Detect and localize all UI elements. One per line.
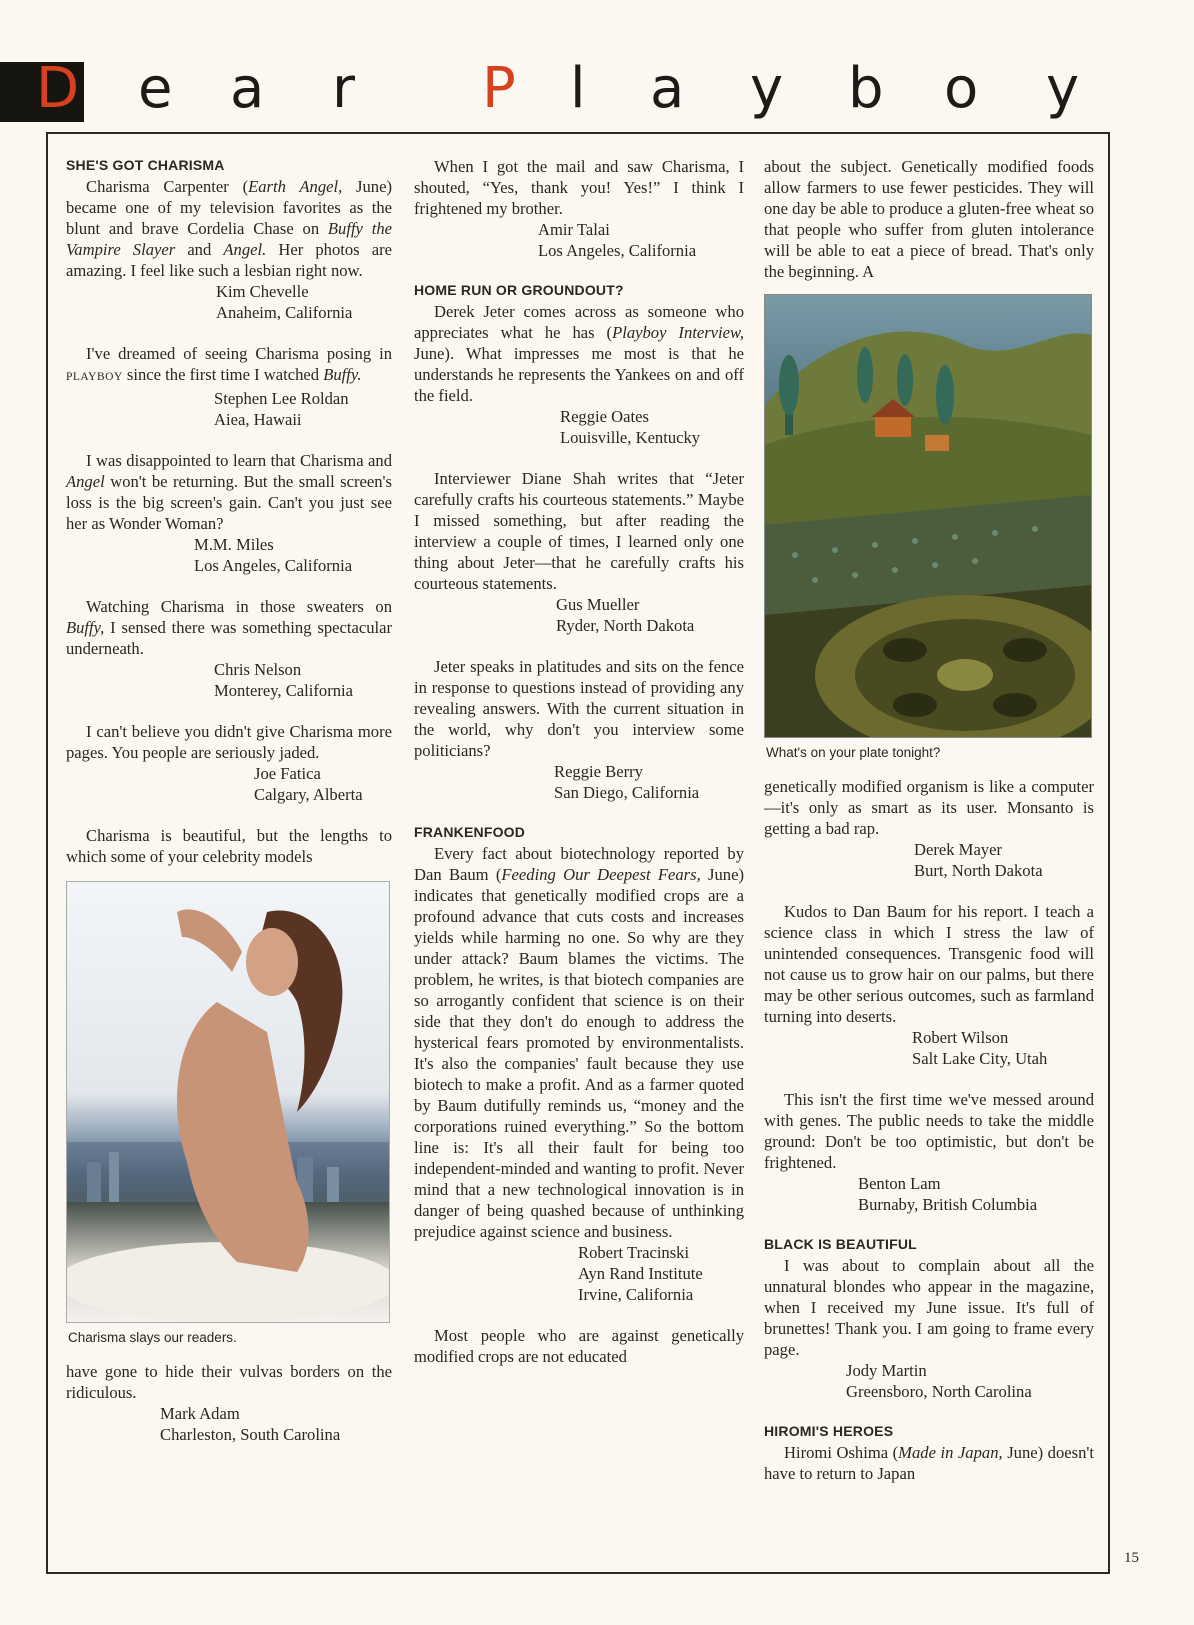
masthead-letter: b: [848, 56, 884, 121]
letter-signature: Mark Adam Charleston, South Carolina: [160, 1404, 341, 1444]
masthead-letter: a: [650, 56, 685, 121]
letter-signature: Joe Fatica Calgary, Alberta: [254, 764, 363, 804]
letter-body: about the subject. Genetically modified foods allow farmers to use fewer pesticides. They will one day be able to produce a gluten-free wheat so that people who suffer from gluten intolerance will be able to eat a piece of bread. That's only the beginning. A: [764, 157, 1094, 281]
letter-body: have gone to hide their vulvas borders on the ridiculous.: [66, 1362, 392, 1402]
letter-body: This isn't the first time we've messed around with genes. The public needs to take the middle ground: Don't be too optimistic, but don't be frightened.: [764, 1090, 1094, 1172]
letter-body: Most people who are against genetically modified crops are not educated: [414, 1326, 744, 1366]
section-heading: FRANKENFOOD: [414, 824, 526, 840]
letter-body: I was about to complain about all the unnatural blondes who appear in the magazine, when I received my June issue. It's full of brunettes! Thank you. I am going to frame every page.: [764, 1256, 1094, 1359]
charisma-photo: [66, 881, 390, 1323]
letter-signature: Derek Mayer Burt, North Dakota: [914, 840, 1043, 880]
letter-body: Every fact about biotechnology reported by Dan Baum (Feeding Our Deepest Fears, June) indicates that genetically modified crops are a profound advance that cuts costs and increases yields while harming no one. So why are they under attack? Baum blames the victims. The problem, he writes, is that biotech companies are so arrogantly confident that science is on their side that they don't do enough to address the hysterical fears promoted by environmentalists. It's also the companies' fault because they use biotech to make a profit. And as a farmer quoted by Baum dutifully reminds us, “money and the corporations ruined everything.” So the bottom line is: It's all their fault for being too independent-minded and wanting to profit. Never mind that a new technological innovation is in danger of being quashed because of unthinking prejudice against science and business.: [414, 844, 744, 1241]
letter-body: Kudos to Dan Baum for his report. I teach a science class in which I stress the law of unintended consequences. Transgenic food will not cause us to grow hair on our palms, but there may be other serious outcomes, such as farmland turning into deserts.: [764, 902, 1094, 1026]
masthead-letter: r: [332, 56, 356, 121]
page-number: 15: [1124, 1550, 1139, 1566]
masthead-letter: P: [482, 56, 516, 121]
letter-signature: Amir Talai Los Angeles, California: [538, 220, 697, 260]
letter-body: Derek Jeter comes across as someone who appreciates what he has (Playboy Interview, June). What impresses me most is that he understands he represents the Yankees on and off the field.: [414, 302, 744, 405]
letter-body: Watching Charisma in those sweaters on Buffy, I sensed there was something spectacular underneath.: [66, 597, 392, 658]
letter-signature: M.M. Miles Los Angeles, California: [194, 535, 353, 575]
letter-signature: Jody Martin Greensboro, North Carolina: [846, 1361, 1032, 1401]
column-3: [764, 156, 1094, 1484]
letter-signature: Stephen Lee Roldan Aiea, Hawaii: [214, 389, 349, 429]
masthead-letter: l: [570, 56, 586, 121]
letter-signature: Benton Lam Burnaby, British Columbia: [858, 1174, 1038, 1214]
letter-body: genetically modified organism is like a computer—it's only as smart as its user. Monsanto is getting a bad rap.: [764, 777, 1094, 838]
photo-caption: What's on your plate tonight?: [766, 745, 941, 760]
masthead-letter: e: [138, 56, 173, 121]
letter-signature: Robert Wilson Salt Lake City, Utah: [912, 1028, 1048, 1068]
masthead: [0, 56, 1194, 124]
section-heading: HOME RUN OR GROUNDOUT?: [414, 282, 624, 298]
letter-body: Interviewer Diane Shah writes that “Jeter carefully crafts his courteous statements.” Maybe I missed something, but after reading the interview a couple of times, I learned only one thing about Jeter—that he carefully crafts his courteous statements.: [414, 469, 744, 593]
masthead-letter: D: [36, 56, 80, 121]
letter-body: Hiromi Oshima (Made in Japan, June) doesn't have to return to Japan: [764, 1443, 1094, 1483]
section-heading: BLACK IS BEAUTIFUL: [764, 1236, 917, 1252]
section-heading: SHE'S GOT CHARISMA: [66, 157, 225, 173]
masthead-letter: y: [1046, 56, 1080, 121]
masthead-letter: a: [230, 56, 265, 121]
letter-body: I've dreamed of seeing Charisma posing in PLAYBOY since the first time I watched Buffy.: [66, 344, 392, 384]
section-heading: HIROMI'S HEROES: [764, 1423, 894, 1439]
masthead-letter: o: [944, 56, 979, 121]
letter-signature: Robert Tracinski Ayn Rand Institute Irvine, California: [578, 1243, 703, 1304]
illustration-graphic: [765, 295, 1091, 737]
letter-body: I can't believe you didn't give Charisma more pages. You people are seriously jaded.: [66, 722, 392, 762]
photo-illustration: [67, 882, 389, 1322]
letter-signature: Reggie Berry San Diego, California: [554, 762, 700, 802]
photo-caption: Charisma slays our readers.: [68, 1330, 237, 1345]
farm-illustration: [764, 294, 1092, 738]
letter-body: Charisma is beautiful, but the lengths to which some of your celebrity models: [66, 826, 392, 866]
masthead-letter: y: [750, 56, 784, 121]
letter-body: When I got the mail and saw Charisma, I shouted, “Yes, thank you! Yes!” I think I frightened my brother.: [414, 157, 744, 218]
column-2: [414, 156, 744, 1367]
letter-body: I was disappointed to learn that Charisma and Angel won't be returning. But the small screen's loss is the big screen's gain. Can't you just see her as Wonder Woman?: [66, 451, 392, 533]
letter-signature: Gus Mueller Ryder, North Dakota: [556, 595, 695, 635]
column-1: [66, 156, 392, 1465]
letter-body: Jeter speaks in platitudes and sits on the fence in response to questions instead of providing any revealing answers. With the current situation in the world, why don't you interview some politicians?: [414, 657, 744, 760]
letter-body: Charisma Carpenter (Earth Angel, June) became one of my television favorites as the blunt and brave Cordelia Chase on Buffy the Vampire Slayer and Angel. Her photos are amazing. I feel like such a lesbian right now.: [66, 177, 392, 280]
letter-signature: Chris Nelson Monterey, California: [214, 660, 354, 700]
letter-signature: Kim Chevelle Anaheim, California: [216, 282, 353, 322]
letter-signature: Reggie Oates Louisville, Kentucky: [560, 407, 701, 447]
